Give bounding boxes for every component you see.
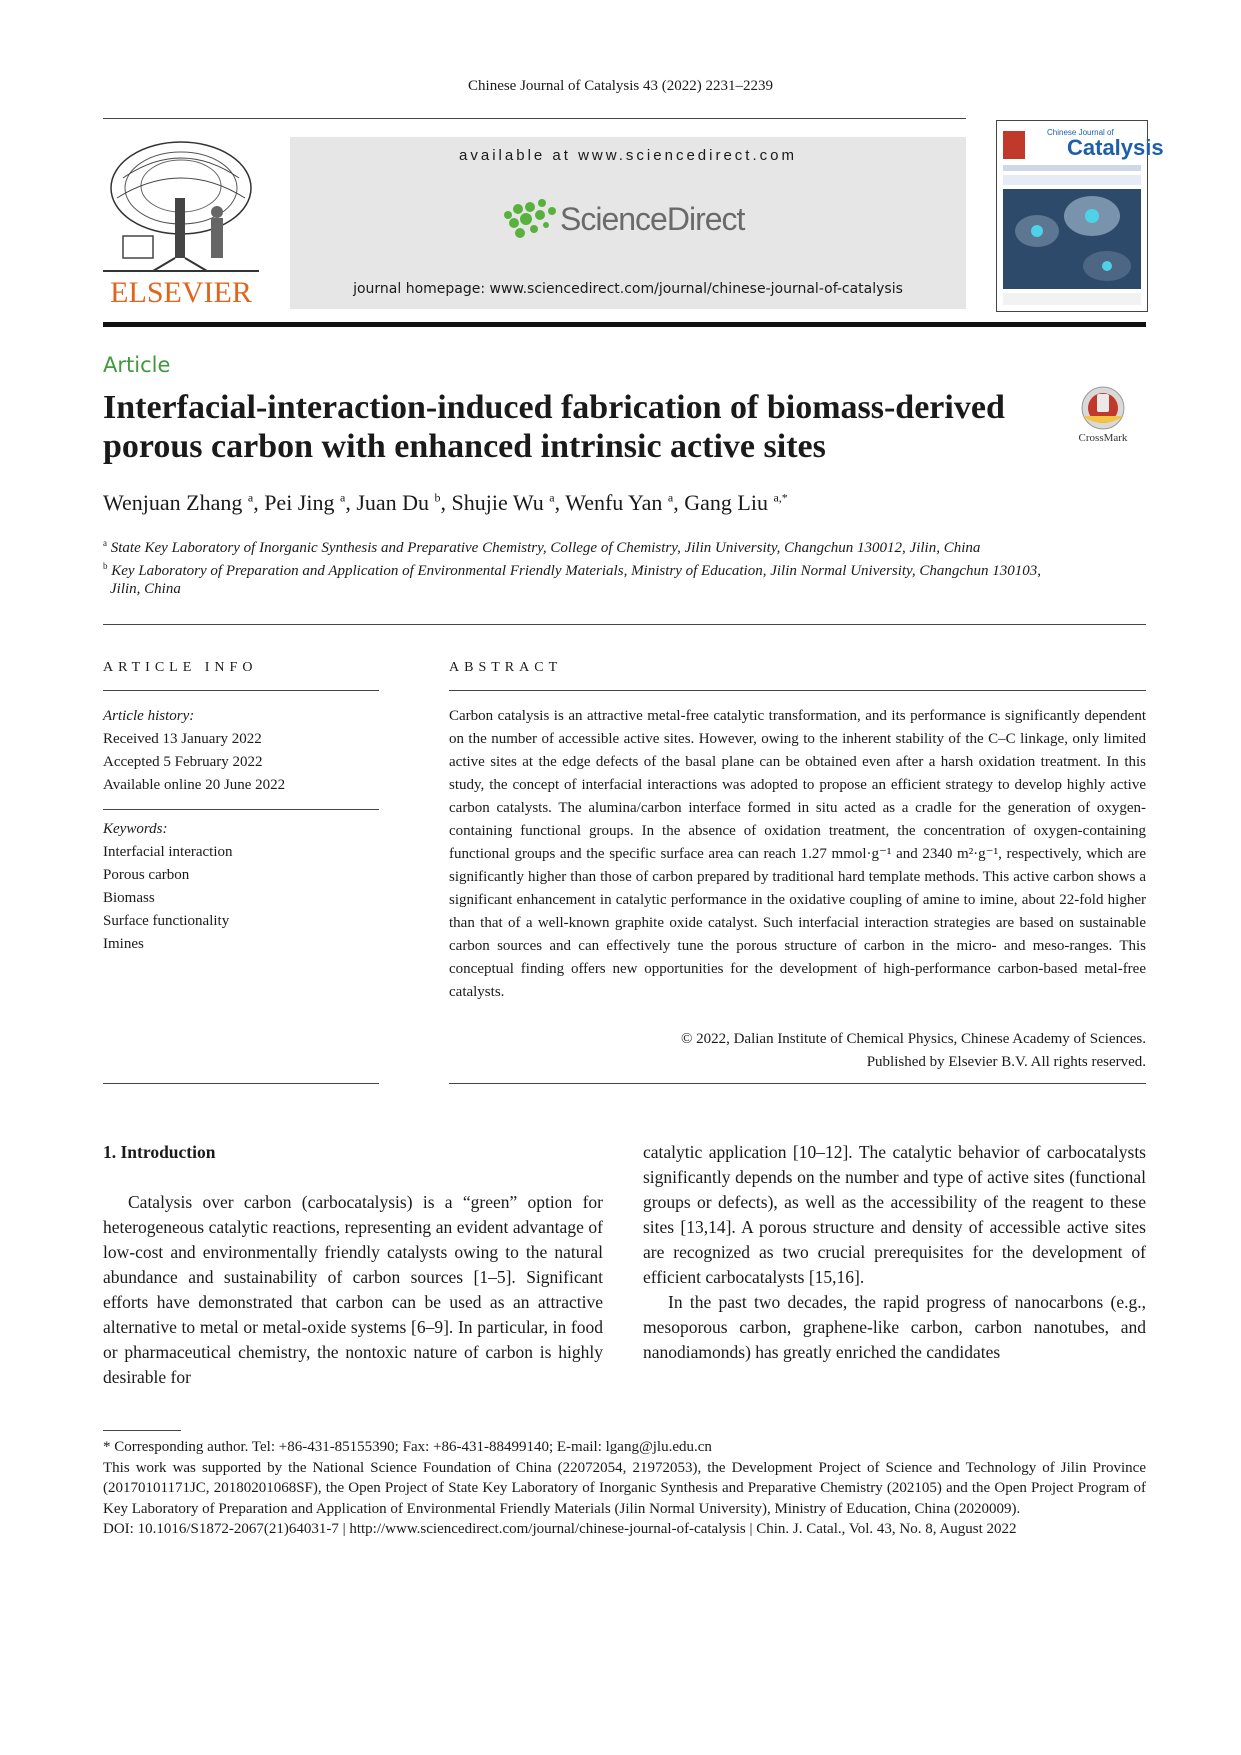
copyright-notice bbox=[449, 1028, 1146, 1074]
abstract-rule bbox=[449, 690, 1146, 691]
article-type-label: Article bbox=[103, 353, 171, 377]
body-right-column bbox=[643, 1140, 1146, 1365]
crossmark-icon bbox=[1068, 386, 1138, 432]
footnotes bbox=[103, 1437, 1146, 1540]
author-name: Pei Jing bbox=[264, 490, 335, 515]
article-history bbox=[103, 705, 383, 797]
doi-line[interactable]: DOI: 10.1016/S1872-2067(21)64031-7 | http://www.sciencedirect.com/journal/chinese-journal-of-catalysis | Chin. J. Catal., Vol. 43, No. 8, August 2022 bbox=[103, 1521, 1017, 1537]
article-info-heading: ARTICLE INFO bbox=[103, 660, 258, 675]
affiliation-text: Jilin, China bbox=[110, 581, 181, 597]
author-name: Wenfu Yan bbox=[565, 490, 663, 515]
body-paragraph: In the past two decades, the rapid progress of nanocarbons (e.g., mesoporous carbon, graphene-like carbon, carbon nanotubes, and nanodiamonds) has greatly enriched the candidates bbox=[643, 1292, 1146, 1362]
keyword: Biomass bbox=[103, 890, 155, 906]
available-at-text: available at www.sciencedirect.com bbox=[459, 147, 797, 164]
keyword: Interfacial interaction bbox=[103, 844, 233, 860]
keyword: Porous carbon bbox=[103, 867, 190, 883]
front-matter-rule bbox=[103, 624, 1146, 625]
affiliation-text: State Key Laboratory of Inorganic Synthesis and Preparative Chemistry, College of Chemistry, Jilin University, Changchun 130012, Jilin, China bbox=[110, 540, 981, 556]
keyword: Imines bbox=[103, 936, 144, 952]
author-name: Wenjuan Zhang bbox=[103, 490, 243, 515]
history-accepted: Accepted 5 February 2022 bbox=[103, 754, 263, 770]
author-affiliation-mark: b bbox=[434, 490, 441, 505]
journal-cover-image bbox=[997, 121, 1164, 311]
header-thick-rule bbox=[103, 322, 1146, 327]
cover-title: Catalysis bbox=[1067, 135, 1164, 160]
section-heading-introduction: 1. Introduction bbox=[103, 1142, 216, 1162]
journal-running-head: Chinese Journal of Catalysis 43 (2022) 2231–2239 bbox=[468, 78, 773, 94]
author-name: Gang Liu bbox=[684, 490, 768, 515]
body-paragraph: catalytic application [10–12]. The catalytic behavior of carbocatalysts significantly depends on the number and type of active sites (functional groups or defects), as well as the accessibility of the reagent to these sites [13,14]. A porous structure and density of accessible active sites are recognized as two crucial prerequisites for the development of efficient carbocatalysts [15,16]. bbox=[643, 1142, 1146, 1287]
affiliation-text: Key Laboratory of Preparation and Application of Environmental Friendly Materials, Ministry of Education, Jilin Normal University, Changchun 130103, bbox=[111, 563, 1042, 579]
body-paragraph: Catalysis over carbon (carbocatalysis) is a “green” option for heterogeneous catalytic reactions, representing an evident advantage of low-cost and environmentally friendly catalysts owing to the natural abundance and sustainability of carbon sources [1–5]. Significant efforts have demonstrated that carbon can be used as an attractive alternative to metal or metal-oxide systems [6–9]. In particular, in food or pharmaceutical chemistry, the nontoxic nature of carbon is highly desirable for bbox=[103, 1192, 603, 1387]
author-affiliation-mark: a bbox=[339, 490, 346, 505]
history-received: Received 13 January 2022 bbox=[103, 731, 262, 747]
copyright-line-2: Published by Elsevier B.V. All rights reserved. bbox=[866, 1054, 1146, 1070]
author-affiliation-mark: a,* bbox=[773, 490, 788, 505]
keyword: Surface functionality bbox=[103, 913, 230, 929]
affiliation-mark: a bbox=[103, 538, 107, 548]
article-info-bottom-rule bbox=[103, 1083, 379, 1084]
author-affiliation-mark: a bbox=[667, 490, 674, 505]
abstract-bottom-rule bbox=[449, 1083, 1146, 1084]
affiliation-b-continued bbox=[110, 578, 1153, 601]
sciencedirect-dots-icon bbox=[500, 199, 558, 247]
crossmark-badge[interactable] bbox=[1068, 386, 1138, 446]
journal-homepage[interactable]: journal homepage: www.sciencedirect.com/journal/chinese-journal-of-catalysis bbox=[353, 281, 903, 297]
body-left-column bbox=[103, 1190, 603, 1390]
keywords-label: Keywords: bbox=[103, 821, 168, 837]
affiliation-mark: b bbox=[103, 561, 108, 571]
abstract-text: Carbon catalysis is an attractive metal-free catalytic transformation, and its performance is significantly dependent on the number of accessible active sites. However, owing to the inherent stability of the C–C linkage, only limited active sites at the edge defects of the basal plane can be obtained even after a harsh oxidation treatment. In this study, the concept of interfacial interactions was adopted to propose an efficient strategy to develop highly active carbon catalysts. The alumina/carbon interface formed in situ acted as a cradle for the generation of oxygen-containing functional groups. In the absence of oxidation treatment, the concentration of oxygen-containing functional groups and the specific surface area can reach 1.27 mmol·g⁻¹ and 2340 m²·g⁻¹, respectively, which are significantly higher than those of carbon prepared by traditional hard template methods. This active carbon shows a significant enhancement in catalytic performance in the oxidative coupling of amine to imine, about 22-fold higher than that of a well-known graphite oxide catalyst. Such interfacial interaction strategies are based on sustainable carbon sources and can effectively tune the porous structure of carbon in the micro- and meso-ranges. This conceptual finding offers new opportunities for the development of high-performance carbon-based metal-free catalysts. bbox=[449, 708, 1146, 1000]
funding-note: This work was supported by the National Science Foundation of China (22072054, 21972053), the Development Project of Science and Technology of Jilin Province (20170101171JC, 20180201068SF), the Open Project of State Key Laboratory of Inorganic Synthesis and Preparative Chemistry (202105) and the Open Project Program of Key Laboratory of Preparation and Application of Environmental Friendly Materials (Jilin Normal University), Ministry of Education, China (2020009). bbox=[103, 1459, 1146, 1517]
cover-subtitle: Chinese Journal of bbox=[1047, 128, 1114, 137]
sciencedirect-logo bbox=[500, 199, 760, 249]
elsevier-logo bbox=[103, 138, 259, 310]
header-rule bbox=[103, 118, 966, 119]
footnote-rule bbox=[103, 1430, 181, 1431]
author-name: Shujie Wu bbox=[451, 490, 544, 515]
crossmark-label: CrossMark bbox=[1078, 432, 1128, 444]
elsevier-tree-icon bbox=[103, 138, 259, 273]
sciencedirect-wordmark: ScienceDirect bbox=[560, 201, 745, 237]
article-info-rule bbox=[103, 690, 379, 691]
author-affiliation-mark: a bbox=[247, 490, 254, 505]
author-list: Wenjuan Zhang $^a$, Pei Jing $^a$, Juan Du $^b$, Shujie Wu $^a$, Wenfu Yan $^a$, Gang Liu $^{a,*}$ bbox=[103, 490, 788, 515]
history-rule bbox=[103, 809, 379, 810]
article-title: Interfacial-interaction-induced fabrication of biomass-derived porous carbon with enhanced intrinsic active sites bbox=[103, 389, 1005, 465]
author-name: Juan Du bbox=[356, 490, 430, 515]
sciencedirect-banner bbox=[290, 137, 966, 309]
elsevier-wordmark: ELSEVIER bbox=[110, 276, 252, 309]
corresponding-author-note: * Corresponding author. Tel: +86-431-85155390; Fax: +86-431-88499140; E-mail: lgang@jlu.edu.cn bbox=[103, 1439, 712, 1455]
copyright-line-1: © 2022, Dalian Institute of Chemical Physics, Chinese Academy of Sciences. bbox=[680, 1031, 1146, 1047]
history-label: Article history: bbox=[103, 708, 195, 724]
history-online: Available online 20 June 2022 bbox=[103, 777, 286, 793]
author-affiliation-mark: a bbox=[549, 490, 555, 505]
abstract-heading: ABSTRACT bbox=[449, 660, 563, 675]
keywords-block bbox=[103, 818, 383, 956]
journal-cover bbox=[996, 120, 1164, 312]
